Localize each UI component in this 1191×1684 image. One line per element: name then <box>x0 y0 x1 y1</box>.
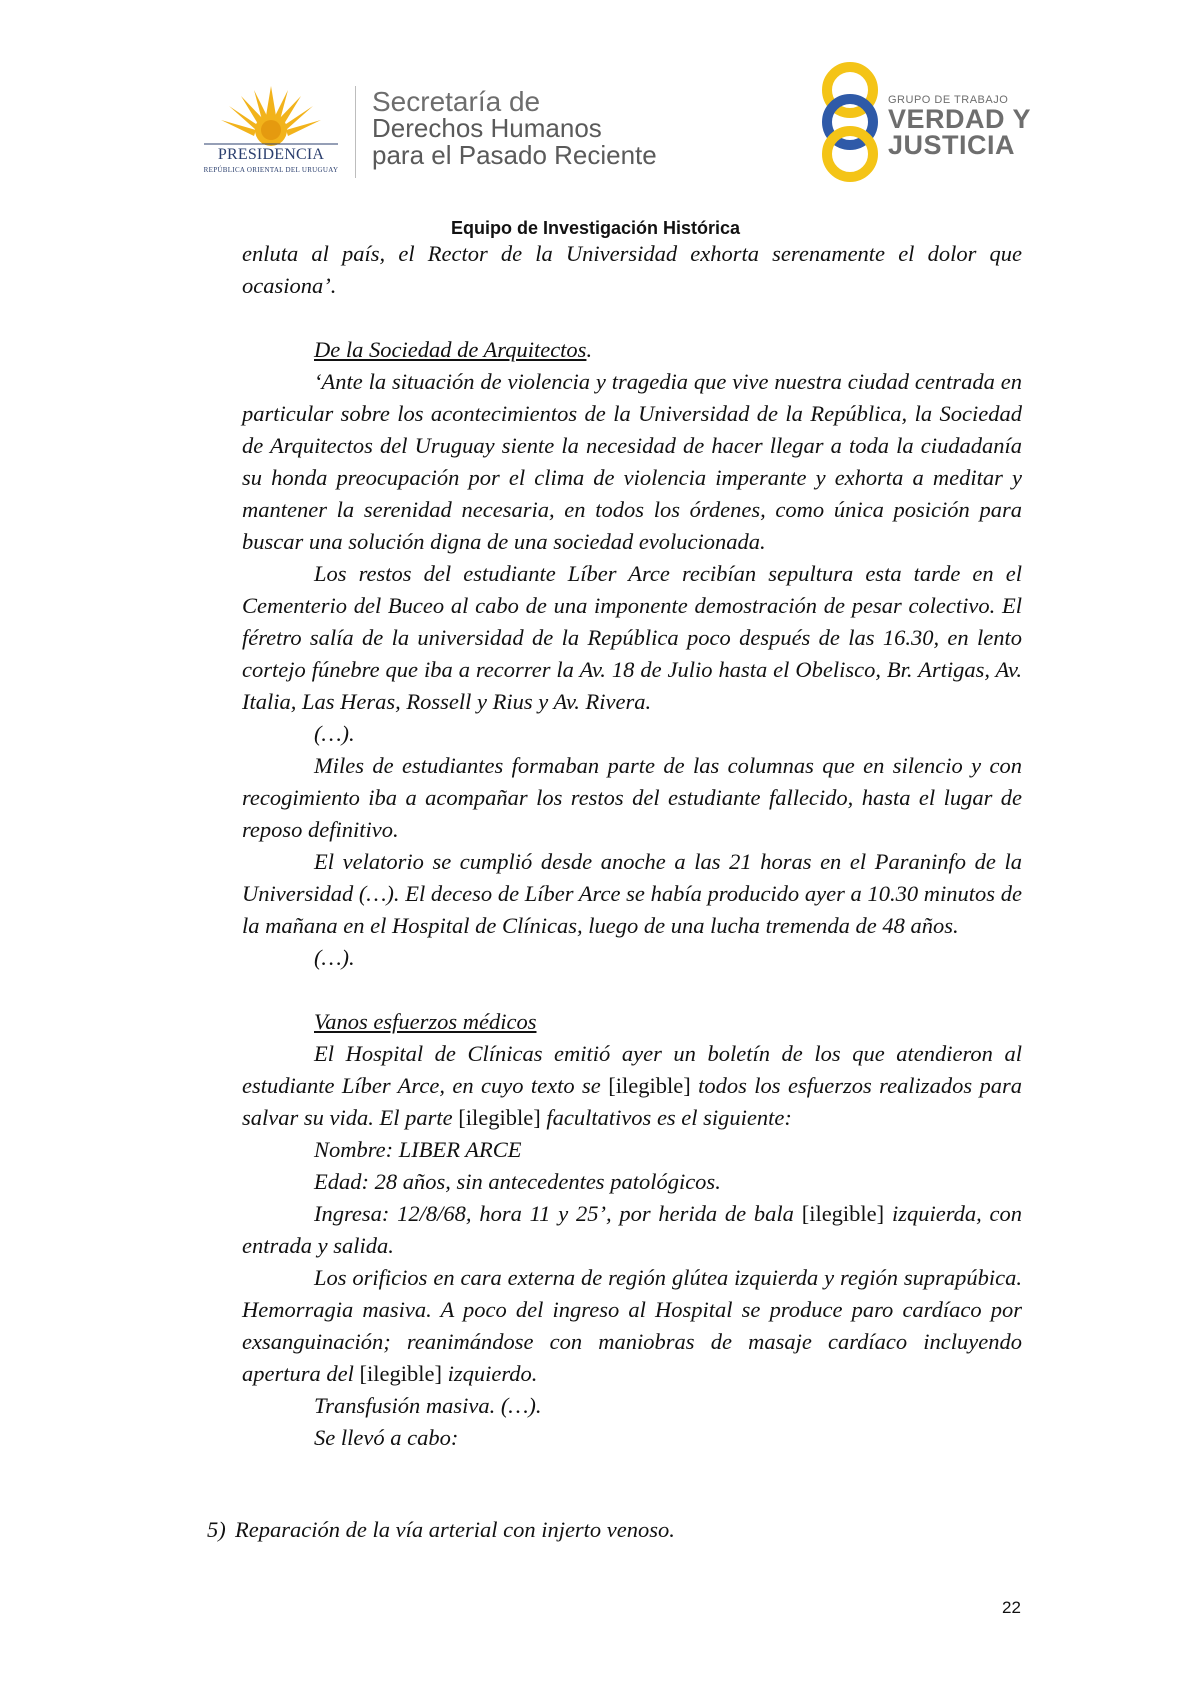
grupo-label: GRUPO DE TRABAJO <box>888 94 1009 106</box>
verdad-label: VERDAD Y <box>888 104 1032 134</box>
line-nombre: Nombre: LIBER ARCE <box>314 1137 522 1162</box>
verdad-justicia-wordmark <box>888 94 1031 158</box>
boletin-text-3: facultativos es el siguiente: <box>540 1105 792 1130</box>
presidencia-name: PRESIDENCIA <box>217 146 325 163</box>
orificios-text-1: Los orificios en cara externa de región glútea izquierda y región suprapúbica. Hemorragia masiva. A poco del ingreso al Hospital se produce paro cardíaco por exsanguinación; reanimándose con maniobras de masaje cardíaco incluyendo apertura del <box>242 1265 1022 1386</box>
paragraph-orificios <box>242 1262 1022 1390</box>
paragraph-ingresa <box>242 1198 1022 1262</box>
paragraph-restos: Los restos del estudiante Líber Arce recibían sepultura esta tarde en el Cementerio del Buceo al cabo de una imponente demostración de pesar colectivo. El féretro salía de la universidad de la República poco después de las 16.30, en lento cortejo fúnebre que iba a recorrer la Av. 18 de Julio hasta el Obelisco, Br. Artigas, Av. Italia, Las Heras, Rossell y Rius y Av. Rivera. <box>242 561 1022 714</box>
line-se-llevo: Se llevó a cabo: <box>314 1425 459 1450</box>
spacer <box>242 302 1022 334</box>
page-number: 22 <box>1002 1598 1021 1617</box>
heading-vanos-text: Vanos esfuerzos médicos <box>314 1009 537 1034</box>
paragraph-velatorio: El velatorio se cumplió desde anoche a las 21 horas en el Paraninfo de la Universidad (…). El deceso de Líber Arce se había producido ayer a 10.30 minutos de la mañana en el Hospital de Clínicas, luego de una lucha tremenda de 48 años. <box>242 849 1022 938</box>
line-transfusion: Transfusión masiva. (…). <box>314 1393 542 1418</box>
boletin-text-1: El Hospital de Clínicas emitió ayer un boletín de los que atendieron al estudiante Líber Arce, en cuyo texto se <box>242 1041 1022 1098</box>
heading-vanos-esfuerzos <box>242 1006 1022 1038</box>
ilegible-mark: [ilegible] <box>608 1073 691 1098</box>
boletin-text-2: todos los esfuerzos realizados para salvar su vida. El parte <box>242 1073 1022 1130</box>
ilegible-mark: [ilegible] <box>458 1105 541 1130</box>
ingresa-text-2: izquierda, con entrada y salida. <box>242 1201 1022 1258</box>
secretaria-line-3: para el Pasado Reciente <box>372 140 657 170</box>
presidencia-subtitle: REPÚBLICA ORIENTAL DEL URUGUAY <box>203 166 339 174</box>
ellipsis-1: (…). <box>314 721 355 746</box>
secretaria-line-1: Secretaría de <box>372 86 541 117</box>
paragraph-miles-estudiantes: Miles de estudiantes formaban parte de las columnas que en silencio y con recogimiento iba a acompañar los restos del estudiante fallecido, hasta el lugar de reposo definitivo. <box>242 753 1022 842</box>
paragraph-boletin <box>242 1038 1022 1134</box>
header-divider <box>355 86 356 178</box>
secretaria-line-2: Derechos Humanos <box>372 113 602 143</box>
secretaria-title <box>372 88 657 169</box>
document-body <box>242 238 1022 1454</box>
ilegible-mark: [ilegible] <box>801 1201 885 1226</box>
verdad-justicia-rings-logo <box>808 62 898 184</box>
equipo-heading: Equipo de Investigación Histórica <box>450 218 741 238</box>
heading-sociedad-text: De la Sociedad de Arquitectos <box>314 337 587 362</box>
list-item <box>207 1514 675 1546</box>
ilegible-mark: [ilegible] <box>359 1361 442 1386</box>
justicia-label: JUSTICIA <box>888 130 1016 160</box>
ingresa-text-1: Ingresa: 12/8/68, hora 11 y 25’, por herida de bala <box>314 1201 802 1226</box>
paragraph-sociedad-statement: ‘Ante la situación de violencia y tragedia que vive nuestra ciudad centrada en particular sobre los acontecimientos de la Universidad de la República, la Sociedad de Arquitectos del Uruguay siente la necesidad de hacer llegar a toda la ciudadanía su honda preocupación por el clima de violencia imperante y exhorta a meditar y mantener la serenidad necesaria, en todos los órdenes, como única posición para buscar una solución digna de una sociedad evolucionada. <box>242 369 1022 554</box>
orificios-text-2: izquierdo. <box>441 1361 538 1386</box>
paragraph-rector: enluta al país, el Rector de la Universidad exhorta serenamente el dolor que ocasiona’. <box>242 241 1022 298</box>
line-edad: Edad: 28 años, sin antecedentes patológicos. <box>314 1169 721 1194</box>
heading-sociedad-period: . <box>586 337 593 362</box>
list-number: 5) <box>207 1517 226 1542</box>
ellipsis-2: (…). <box>314 945 355 970</box>
list-text: Reparación de la vía arterial con injerto venoso. <box>235 1517 675 1542</box>
heading-sociedad-arquitectos <box>242 334 1022 366</box>
spacer <box>242 974 1022 1006</box>
